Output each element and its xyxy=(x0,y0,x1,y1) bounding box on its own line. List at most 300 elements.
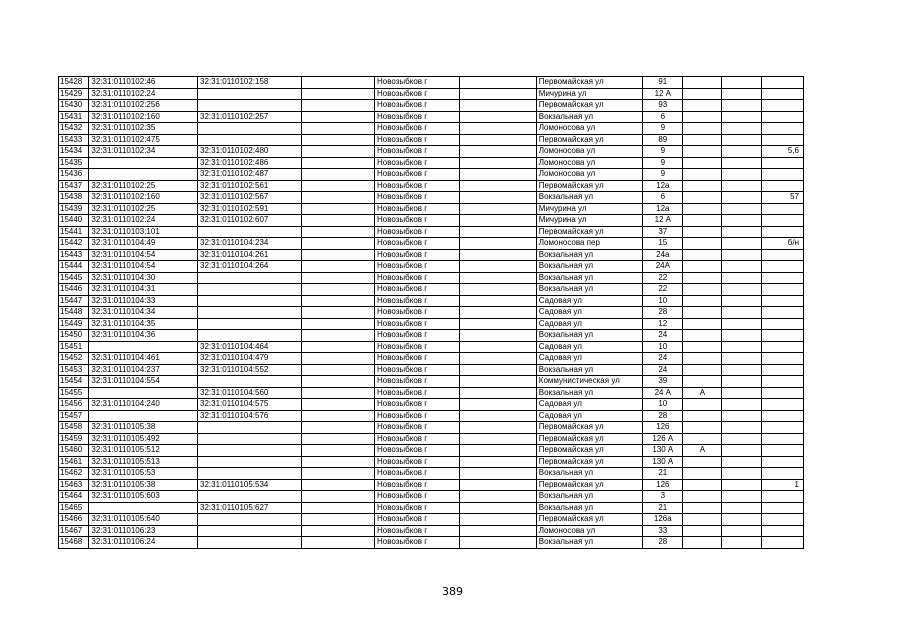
cell-building-letter xyxy=(683,249,722,261)
cell-building-letter: А xyxy=(683,445,722,457)
cell-city: Новозыбков г xyxy=(375,307,460,319)
cell-building-letter xyxy=(683,353,722,365)
cell-col-empty-2 xyxy=(459,433,536,445)
cell-house-number: 24 xyxy=(643,364,683,376)
cell-related-cadastral-number xyxy=(198,514,302,526)
cell-col-empty-2 xyxy=(459,341,536,353)
cell-col-empty-3 xyxy=(722,353,761,365)
cell-building-letter xyxy=(683,364,722,376)
cell-house-number: 6 xyxy=(643,192,683,204)
cell-col-empty-3 xyxy=(722,514,761,526)
cell-house-number: 15 xyxy=(643,238,683,250)
cell-col-empty-2 xyxy=(459,514,536,526)
cell-apartment: 5,6 xyxy=(761,146,803,158)
cell-cadastral-number: 32:31:0110104:54 xyxy=(89,249,198,261)
cell-col-empty-2 xyxy=(459,203,536,215)
cell-apartment xyxy=(761,491,803,503)
cell-street: Первомайская ул xyxy=(536,445,642,457)
cell-row-number: 15467 xyxy=(59,525,89,537)
cell-building-letter xyxy=(683,341,722,353)
cell-apartment xyxy=(761,134,803,146)
cell-house-number: 9 xyxy=(643,157,683,169)
cell-col-empty-1 xyxy=(302,146,375,158)
cell-related-cadastral-number xyxy=(198,100,302,112)
cell-cadastral-number xyxy=(89,169,198,181)
cell-related-cadastral-number: 32:31:0110102:486 xyxy=(198,157,302,169)
cell-col-empty-3 xyxy=(722,134,761,146)
cell-col-empty-1 xyxy=(302,192,375,204)
cell-apartment xyxy=(761,341,803,353)
cell-col-empty-3 xyxy=(722,111,761,123)
cell-city: Новозыбков г xyxy=(375,295,460,307)
cell-related-cadastral-number xyxy=(198,284,302,296)
cell-col-empty-1 xyxy=(302,502,375,514)
cell-apartment xyxy=(761,387,803,399)
cell-apartment xyxy=(761,422,803,434)
table-row xyxy=(59,502,804,514)
cell-cadastral-number: 32:31:0110102:256 xyxy=(89,100,198,112)
cell-building-letter xyxy=(683,456,722,468)
cell-building-letter xyxy=(683,111,722,123)
cell-building-letter xyxy=(683,318,722,330)
cell-street: Первомайская ул xyxy=(536,514,642,526)
cell-city: Новозыбков г xyxy=(375,318,460,330)
cell-apartment xyxy=(761,180,803,192)
cell-col-empty-3 xyxy=(722,445,761,457)
cell-col-empty-1 xyxy=(302,111,375,123)
table-row xyxy=(59,330,804,342)
cell-house-number: 24 А xyxy=(643,387,683,399)
cell-row-number: 15445 xyxy=(59,272,89,284)
cell-row-number: 15434 xyxy=(59,146,89,158)
cell-row-number: 15452 xyxy=(59,353,89,365)
table-row xyxy=(59,203,804,215)
cell-row-number: 15465 xyxy=(59,502,89,514)
cell-col-empty-2 xyxy=(459,491,536,503)
cell-apartment xyxy=(761,330,803,342)
cell-street: Первомайская ул xyxy=(536,77,642,89)
cell-house-number: 3 xyxy=(643,491,683,503)
cell-apartment xyxy=(761,272,803,284)
cell-col-empty-1 xyxy=(302,307,375,319)
cell-city: Новозыбков г xyxy=(375,537,460,549)
cell-street: Ломоносова ул xyxy=(536,123,642,135)
cell-house-number: 89 xyxy=(643,134,683,146)
cell-row-number: 15449 xyxy=(59,318,89,330)
cell-apartment xyxy=(761,537,803,549)
cell-cadastral-number: 32:31:0110104:237 xyxy=(89,364,198,376)
cell-building-letter xyxy=(683,491,722,503)
cell-related-cadastral-number xyxy=(198,226,302,238)
cell-related-cadastral-number: 32:31:0110104:234 xyxy=(198,238,302,250)
cell-related-cadastral-number: 32:31:0110104:560 xyxy=(198,387,302,399)
cell-col-empty-1 xyxy=(302,261,375,273)
cell-related-cadastral-number: 32:31:0110104:261 xyxy=(198,249,302,261)
cell-apartment xyxy=(761,284,803,296)
cell-house-number: 28 xyxy=(643,410,683,422)
cell-cadastral-number: 32:31:0110105:38 xyxy=(89,422,198,434)
cell-street: Ломоносова ул xyxy=(536,146,642,158)
cell-related-cadastral-number xyxy=(198,376,302,388)
table-row xyxy=(59,192,804,204)
cell-apartment xyxy=(761,157,803,169)
table-row xyxy=(59,238,804,250)
cell-apartment xyxy=(761,502,803,514)
cell-apartment xyxy=(761,249,803,261)
cell-col-empty-1 xyxy=(302,364,375,376)
cell-col-empty-1 xyxy=(302,123,375,135)
cell-apartment xyxy=(761,456,803,468)
table-row xyxy=(59,537,804,549)
cell-related-cadastral-number: 32:31:0110102:567 xyxy=(198,192,302,204)
cell-house-number: 9 xyxy=(643,123,683,135)
cell-city: Новозыбков г xyxy=(375,238,460,250)
cell-apartment xyxy=(761,364,803,376)
cell-cadastral-number: 32:31:0110105:512 xyxy=(89,445,198,457)
table-row xyxy=(59,88,804,100)
table-row xyxy=(59,134,804,146)
cell-col-empty-1 xyxy=(302,445,375,457)
cell-house-number: 91 xyxy=(643,77,683,89)
cell-row-number: 15430 xyxy=(59,100,89,112)
cell-city: Новозыбков г xyxy=(375,491,460,503)
cell-apartment: 1 xyxy=(761,479,803,491)
table-row xyxy=(59,491,804,503)
cell-city: Новозыбков г xyxy=(375,261,460,273)
cell-cadastral-number: 32:31:0110106:24 xyxy=(89,537,198,549)
cell-city: Новозыбков г xyxy=(375,468,460,480)
cell-row-number: 15464 xyxy=(59,491,89,503)
cell-row-number: 15448 xyxy=(59,307,89,319)
cell-col-empty-2 xyxy=(459,295,536,307)
cell-house-number: 9 xyxy=(643,169,683,181)
cell-col-empty-3 xyxy=(722,169,761,181)
cell-street: Мичурина ул xyxy=(536,215,642,227)
cell-cadastral-number: 32:31:0110104:554 xyxy=(89,376,198,388)
cell-house-number: 33 xyxy=(643,525,683,537)
cell-col-empty-1 xyxy=(302,491,375,503)
cell-col-empty-1 xyxy=(302,180,375,192)
cell-city: Новозыбков г xyxy=(375,226,460,238)
table-row xyxy=(59,77,804,89)
cell-row-number: 15432 xyxy=(59,123,89,135)
table-row xyxy=(59,272,804,284)
cell-col-empty-2 xyxy=(459,387,536,399)
cell-col-empty-1 xyxy=(302,238,375,250)
cell-street: Вокзальная ул xyxy=(536,330,642,342)
cell-cadastral-number: 32:31:0110105:603 xyxy=(89,491,198,503)
cell-building-letter: А xyxy=(683,387,722,399)
cell-col-empty-1 xyxy=(302,249,375,261)
cell-col-empty-1 xyxy=(302,410,375,422)
cell-house-number: 21 xyxy=(643,502,683,514)
cell-street: Вокзальная ул xyxy=(536,502,642,514)
cell-street: Первомайская ул xyxy=(536,100,642,112)
cell-row-number: 15428 xyxy=(59,77,89,89)
cell-related-cadastral-number xyxy=(198,307,302,319)
cell-col-empty-2 xyxy=(459,215,536,227)
cell-col-empty-2 xyxy=(459,284,536,296)
cell-street: Ломоносова пер xyxy=(536,238,642,250)
cell-row-number: 15456 xyxy=(59,399,89,411)
cell-col-empty-3 xyxy=(722,284,761,296)
table-row xyxy=(59,422,804,434)
cell-cadastral-number xyxy=(89,341,198,353)
cell-col-empty-3 xyxy=(722,157,761,169)
cell-cadastral-number xyxy=(89,502,198,514)
cell-city: Новозыбков г xyxy=(375,157,460,169)
cell-cadastral-number: 32:31:0110103:101 xyxy=(89,226,198,238)
cell-house-number: 24а xyxy=(643,249,683,261)
cell-col-empty-2 xyxy=(459,261,536,273)
cell-col-empty-3 xyxy=(722,479,761,491)
table-row xyxy=(59,169,804,181)
table-row xyxy=(59,433,804,445)
table-row xyxy=(59,364,804,376)
cell-city: Новозыбков г xyxy=(375,456,460,468)
cell-house-number: 37 xyxy=(643,226,683,238)
cell-col-empty-2 xyxy=(459,88,536,100)
cell-building-letter xyxy=(683,157,722,169)
cell-cadastral-number: 32:31:0110102:475 xyxy=(89,134,198,146)
cell-col-empty-3 xyxy=(722,295,761,307)
cell-house-number: 12а xyxy=(643,203,683,215)
table-row xyxy=(59,157,804,169)
cell-col-empty-3 xyxy=(722,387,761,399)
cell-cadastral-number: 32:31:0110105:640 xyxy=(89,514,198,526)
cell-cadastral-number: 32:31:0110104:35 xyxy=(89,318,198,330)
cell-building-letter xyxy=(683,226,722,238)
cell-col-empty-3 xyxy=(722,330,761,342)
cell-col-empty-1 xyxy=(302,284,375,296)
cell-col-empty-1 xyxy=(302,169,375,181)
cell-city: Новозыбков г xyxy=(375,88,460,100)
cell-col-empty-3 xyxy=(722,203,761,215)
cell-col-empty-3 xyxy=(722,422,761,434)
cell-house-number: 22 xyxy=(643,284,683,296)
cell-cadastral-number: 32:31:0110102:160 xyxy=(89,192,198,204)
cell-house-number: 126 xyxy=(643,422,683,434)
cell-col-empty-1 xyxy=(302,537,375,549)
cell-city: Новозыбков г xyxy=(375,111,460,123)
cell-row-number: 15455 xyxy=(59,387,89,399)
cell-cadastral-number: 32:31:0110104:49 xyxy=(89,238,198,250)
table-row xyxy=(59,353,804,365)
cell-street: Садовая ул xyxy=(536,307,642,319)
cell-street: Первомайская ул xyxy=(536,479,642,491)
cell-related-cadastral-number xyxy=(198,134,302,146)
cell-col-empty-2 xyxy=(459,192,536,204)
cell-col-empty-3 xyxy=(722,215,761,227)
cell-apartment xyxy=(761,525,803,537)
cell-cadastral-number: 32:31:0110104:54 xyxy=(89,261,198,273)
cell-col-empty-2 xyxy=(459,318,536,330)
cell-street: Садовая ул xyxy=(536,353,642,365)
cell-house-number: 24 xyxy=(643,330,683,342)
cell-cadastral-number: 32:31:0110102:24 xyxy=(89,215,198,227)
cell-col-empty-1 xyxy=(302,215,375,227)
cell-street: Вокзальная ул xyxy=(536,272,642,284)
cell-apartment: б/н xyxy=(761,238,803,250)
cell-row-number: 15457 xyxy=(59,410,89,422)
cell-city: Новозыбков г xyxy=(375,215,460,227)
cell-house-number: 12 А xyxy=(643,88,683,100)
cell-row-number: 15451 xyxy=(59,341,89,353)
cell-building-letter xyxy=(683,295,722,307)
cell-house-number: 21 xyxy=(643,468,683,480)
cell-related-cadastral-number xyxy=(198,525,302,537)
cell-house-number: 22 xyxy=(643,272,683,284)
cell-house-number: 126 xyxy=(643,479,683,491)
cell-city: Новозыбков г xyxy=(375,399,460,411)
cell-house-number: 12 xyxy=(643,318,683,330)
cadastral-table xyxy=(58,76,804,549)
cell-street: Вокзальная ул xyxy=(536,468,642,480)
cell-related-cadastral-number xyxy=(198,537,302,549)
cell-apartment xyxy=(761,307,803,319)
cell-city: Новозыбков г xyxy=(375,514,460,526)
table-row xyxy=(59,100,804,112)
table-row xyxy=(59,249,804,261)
cell-col-empty-3 xyxy=(722,261,761,273)
cell-related-cadastral-number xyxy=(198,330,302,342)
cell-street: Садовая ул xyxy=(536,295,642,307)
cell-col-empty-1 xyxy=(302,479,375,491)
cell-row-number: 15460 xyxy=(59,445,89,457)
cell-col-empty-1 xyxy=(302,88,375,100)
cell-street: Первомайская ул xyxy=(536,422,642,434)
cell-street: Садовая ул xyxy=(536,399,642,411)
cell-city: Новозыбков г xyxy=(375,364,460,376)
cell-related-cadastral-number xyxy=(198,318,302,330)
cell-apartment xyxy=(761,514,803,526)
cell-row-number: 15442 xyxy=(59,238,89,250)
cell-col-empty-1 xyxy=(302,226,375,238)
cell-apartment xyxy=(761,295,803,307)
cell-apartment xyxy=(761,410,803,422)
cell-col-empty-3 xyxy=(722,180,761,192)
cell-col-empty-3 xyxy=(722,192,761,204)
cell-related-cadastral-number xyxy=(198,456,302,468)
cell-col-empty-2 xyxy=(459,100,536,112)
cell-city: Новозыбков г xyxy=(375,387,460,399)
cell-row-number: 15433 xyxy=(59,134,89,146)
cell-col-empty-3 xyxy=(722,123,761,135)
cell-cadastral-number: 32:31:0110104:461 xyxy=(89,353,198,365)
cell-col-empty-2 xyxy=(459,502,536,514)
cell-cadastral-number: 32:31:0110102:160 xyxy=(89,111,198,123)
cell-building-letter xyxy=(683,479,722,491)
cell-col-empty-2 xyxy=(459,456,536,468)
cell-col-empty-1 xyxy=(302,376,375,388)
cell-house-number: 39 xyxy=(643,376,683,388)
cell-city: Новозыбков г xyxy=(375,134,460,146)
cell-col-empty-1 xyxy=(302,433,375,445)
cell-apartment xyxy=(761,123,803,135)
cell-col-empty-1 xyxy=(302,100,375,112)
cell-house-number: 12 А xyxy=(643,215,683,227)
table-body xyxy=(59,77,804,549)
cell-related-cadastral-number: 32:31:0110102:607 xyxy=(198,215,302,227)
cell-building-letter xyxy=(683,272,722,284)
cell-row-number: 15466 xyxy=(59,514,89,526)
cell-building-letter xyxy=(683,376,722,388)
cell-col-empty-2 xyxy=(459,479,536,491)
cell-col-empty-1 xyxy=(302,422,375,434)
cell-city: Новозыбков г xyxy=(375,169,460,181)
table-row xyxy=(59,318,804,330)
cell-cadastral-number: 32:31:0110106:23 xyxy=(89,525,198,537)
cell-col-empty-2 xyxy=(459,399,536,411)
cell-cadastral-number: 32:31:0110102:35 xyxy=(89,123,198,135)
cell-city: Новозыбков г xyxy=(375,433,460,445)
cell-street: Ломоносова ул xyxy=(536,169,642,181)
cell-building-letter xyxy=(683,100,722,112)
cell-city: Новозыбков г xyxy=(375,479,460,491)
cell-street: Ломоносова ул xyxy=(536,525,642,537)
cell-col-empty-3 xyxy=(722,456,761,468)
cell-col-empty-3 xyxy=(722,502,761,514)
table-row xyxy=(59,514,804,526)
cell-col-empty-3 xyxy=(722,100,761,112)
cell-col-empty-2 xyxy=(459,468,536,480)
cell-building-letter xyxy=(683,261,722,273)
cell-city: Новозыбков г xyxy=(375,525,460,537)
cell-apartment xyxy=(761,77,803,89)
cell-house-number: 28 xyxy=(643,537,683,549)
cell-row-number: 15437 xyxy=(59,180,89,192)
cell-col-empty-3 xyxy=(722,491,761,503)
table-row xyxy=(59,525,804,537)
cell-cadastral-number: 32:31:0110102:24 xyxy=(89,88,198,100)
cell-house-number: 10 xyxy=(643,341,683,353)
table-row xyxy=(59,387,804,399)
cell-related-cadastral-number xyxy=(198,422,302,434)
cell-related-cadastral-number: 32:31:0110104:576 xyxy=(198,410,302,422)
table-row xyxy=(59,215,804,227)
cell-row-number: 15450 xyxy=(59,330,89,342)
cell-apartment: 57 xyxy=(761,192,803,204)
cell-street: Садовая ул xyxy=(536,318,642,330)
cell-house-number: 24А xyxy=(643,261,683,273)
table-row xyxy=(59,376,804,388)
cell-col-empty-2 xyxy=(459,169,536,181)
cell-street: Первомайская ул xyxy=(536,226,642,238)
cell-street: Вокзальная ул xyxy=(536,261,642,273)
cell-col-empty-2 xyxy=(459,226,536,238)
cell-col-empty-3 xyxy=(722,537,761,549)
cell-col-empty-2 xyxy=(459,238,536,250)
cell-cadastral-number: 32:31:0110105:38 xyxy=(89,479,198,491)
cell-col-empty-2 xyxy=(459,272,536,284)
cell-street: Вокзальная ул xyxy=(536,387,642,399)
cell-row-number: 15431 xyxy=(59,111,89,123)
cell-col-empty-3 xyxy=(722,433,761,445)
cell-related-cadastral-number xyxy=(198,468,302,480)
cell-col-empty-2 xyxy=(459,307,536,319)
table-row xyxy=(59,123,804,135)
cell-col-empty-3 xyxy=(722,341,761,353)
cell-col-empty-2 xyxy=(459,180,536,192)
cell-col-empty-1 xyxy=(302,203,375,215)
cell-col-empty-3 xyxy=(722,364,761,376)
cell-street: Мичурина ул xyxy=(536,88,642,100)
cell-row-number: 15443 xyxy=(59,249,89,261)
cell-col-empty-2 xyxy=(459,525,536,537)
cell-street: Вокзальная ул xyxy=(536,284,642,296)
table-row xyxy=(59,295,804,307)
cell-city: Новозыбков г xyxy=(375,272,460,284)
